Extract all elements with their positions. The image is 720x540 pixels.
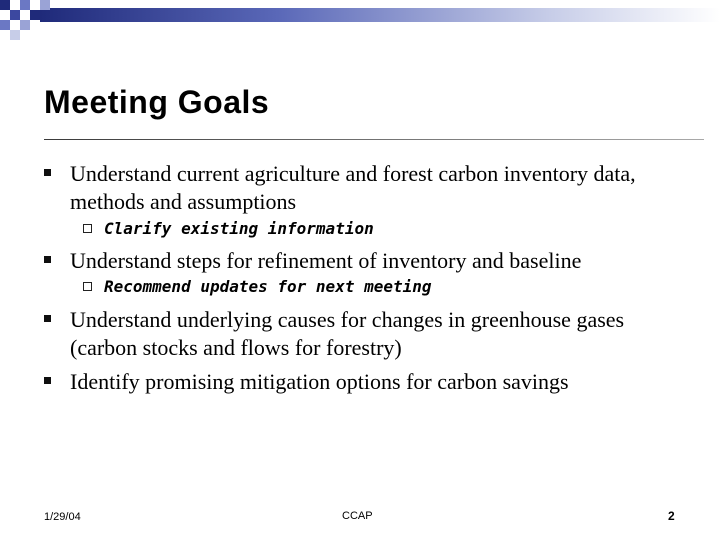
- decorative-header-band: [0, 0, 720, 40]
- bullet-text: Understand current agriculture and forest carbon inventory data, methods and assumptions: [70, 161, 636, 214]
- decor-square: [10, 10, 20, 20]
- decor-square: [10, 20, 20, 30]
- bullet-square-icon: [44, 169, 51, 176]
- sub-bullet-text: Recommend updates for next meeting: [104, 277, 432, 296]
- bullet-text: Understand steps for refinement of inventory and baseline: [70, 248, 582, 273]
- bullet-square-icon: [44, 377, 51, 384]
- footer-organization: CCAP: [342, 510, 373, 522]
- decor-square: [10, 0, 20, 10]
- decor-square: [20, 10, 30, 20]
- bullet-square-icon: [44, 315, 51, 322]
- decor-square: [0, 0, 10, 10]
- bullet-square-icon: [44, 256, 51, 263]
- bullet-text: Understand underlying causes for changes in greenhouse gases (carbon stocks and flows for forestry): [70, 307, 625, 360]
- decor-square: [20, 30, 30, 40]
- decor-square: [30, 10, 40, 20]
- header-gradient-bar: [40, 8, 720, 22]
- decor-square: [0, 10, 10, 20]
- decor-square: [10, 30, 20, 40]
- sub-bullet-checkbox-icon: [83, 224, 92, 233]
- sub-bullet-checkbox-icon: [83, 282, 92, 291]
- decor-square: [0, 20, 10, 30]
- bullet-text: Identify promising mitigation options for carbon savings: [70, 369, 569, 394]
- decor-square: [30, 0, 40, 10]
- decor-square: [40, 0, 50, 10]
- page-number: 2: [668, 509, 675, 523]
- decor-square: [20, 0, 30, 10]
- sub-bullet-text: Clarify existing information: [104, 219, 374, 238]
- decor-square: [20, 20, 30, 30]
- slide-title: Meeting Goals: [44, 84, 270, 120]
- title-divider: [44, 139, 704, 140]
- footer-date: 1/29/04: [44, 511, 81, 523]
